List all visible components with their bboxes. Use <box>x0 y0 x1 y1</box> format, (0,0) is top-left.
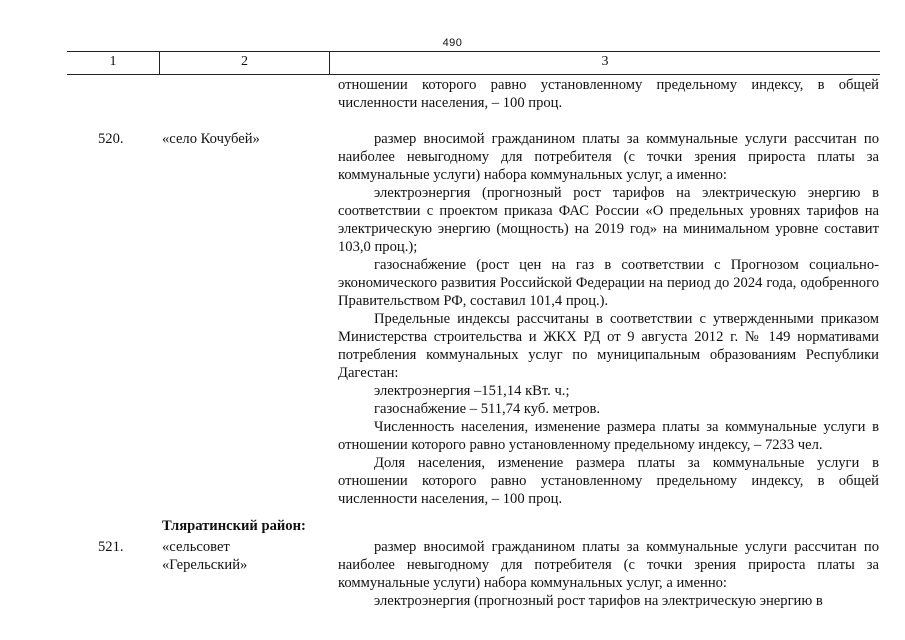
entry-name-520: «село Кочубей» <box>162 131 260 147</box>
paragraph: газоснабжение – 511,74 куб. метров. <box>374 401 601 417</box>
entry-number-520: 520. <box>98 131 124 147</box>
continuation-paragraph: отношении которого равно установленному предельному индексу, в общей численности населения, – 100 проц. <box>338 77 879 111</box>
entry-name-521 <box>162 538 247 574</box>
paragraph: размер вносимой гражданином платы за коммунальные услуги рассчитан по наиболее невыгодному для потребителя (с точки зрения прироста платы за коммунальные услуги) набора коммунальных услуг, а именно: <box>338 131 879 183</box>
column-header-3: 3 <box>601 54 609 69</box>
paragraph: электроэнергия (прогнозный рост тарифов на электрическую энергию в соответствии с проектом приказа ФАС России «О предельных уровнях тарифов на электрическую энергию (мощность) на 2019 год» на минимальном уровне составит 103,0 проц.); <box>338 185 879 255</box>
entry-name-line: «Герельский» <box>162 557 248 573</box>
entry-text-520 <box>338 130 879 508</box>
paragraph: электроэнергия (прогнозный рост тарифов на электрическую энергию в <box>374 593 823 609</box>
continuation-text <box>338 76 879 112</box>
paragraph: Доля населения, изменение размера платы за коммунальные услуги в отношении которого равно установленному предельному индексу, в общей численности населения, – 100 проц. <box>338 455 879 507</box>
page-number: 490 <box>442 37 463 49</box>
column-header-2: 2 <box>160 52 330 74</box>
entry-text-521 <box>338 538 879 610</box>
district-heading: Тляратинский район: <box>162 518 306 534</box>
paragraph: газоснабжение (рост цен на газ в соответствии с Прогнозом социально-экономического развития Российской Федерации на период до 2024 года, одобренного Правительством РФ, составил 101,4 проц.). <box>338 257 879 309</box>
column-header-1: 1 <box>67 52 160 74</box>
entry-name-line: «сельсовет <box>162 539 230 555</box>
paragraph: Предельные индексы рассчитаны в соответствии с утвержденными приказом Министерства строительства и ЖКХ РД от 9 августа 2012 г. № 149 нормативами потребления коммунальных услуг по муниципальным образованиям Республики Дагестан: <box>338 311 879 381</box>
paragraph: размер вносимой гражданином платы за коммунальные услуги рассчитан по наиболее невыгодному для потребителя (с точки зрения прироста платы за коммунальные услуги) набора коммунальных услуг, а именно: <box>338 539 879 591</box>
paragraph: электроэнергия –151,14 кВт. ч.; <box>374 383 570 399</box>
table-header-row <box>67 51 880 75</box>
entry-number-521: 521. <box>98 539 124 555</box>
paragraph: Численность населения, изменение размера платы за коммунальные услуги в отношении которого равно установленному предельному индексу, – 7233 чел. <box>338 419 879 453</box>
